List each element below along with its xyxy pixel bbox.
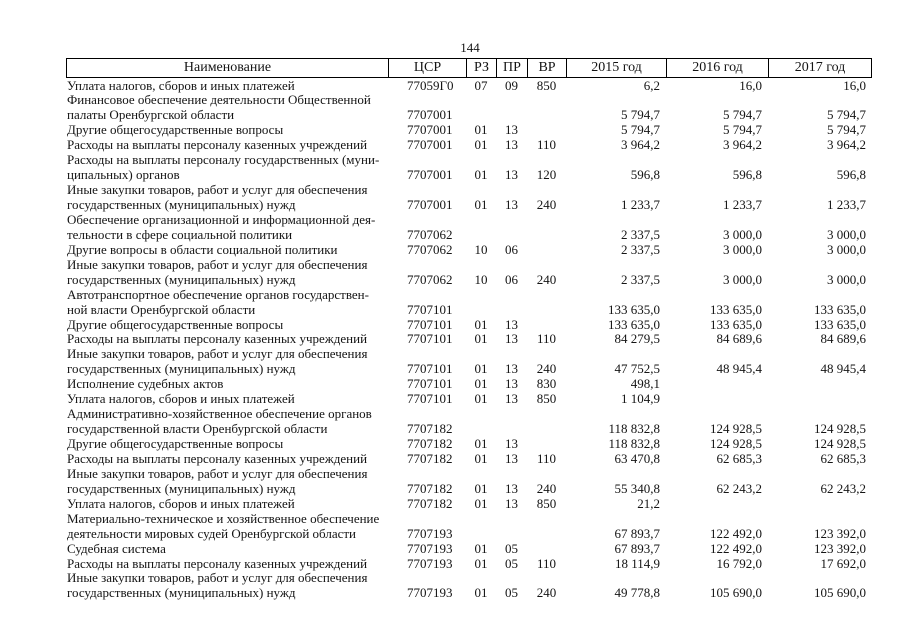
header-name: Наименование — [66, 58, 388, 78]
amount-2015-cell: 1 104,9 — [621, 391, 660, 407]
item-name-cell — [66, 392, 388, 407]
item-name-line: Иные закупки товаров, работ и услуг для обеспечения — [67, 256, 368, 272]
amount-2015-cell: 21,2 — [637, 495, 660, 511]
item-name-cell — [66, 243, 388, 258]
amount-2015-cell: 6,2 — [643, 77, 660, 93]
amount-2017-cell: 105 690,0 — [814, 585, 866, 601]
amount-2016-cell: 5 794,7 — [723, 107, 762, 123]
expense-type-code-cell: 110 — [536, 137, 557, 153]
amount-2015-cell: 18 114,9 — [614, 555, 660, 571]
section-code-cell — [466, 527, 496, 542]
header-2016: 2016 год — [666, 58, 768, 78]
item-name-line: Иные закупки товаров, работ и услуг для обеспечения — [67, 465, 368, 481]
csr-code-cell: 7707193 — [407, 585, 453, 601]
expense-type-code-cell: 850 — [536, 495, 557, 511]
item-name-cell — [66, 467, 388, 497]
subsection-code-cell: 05 — [505, 555, 518, 571]
amount-2015-cell: 84 279,5 — [614, 331, 660, 347]
amount-2015-cell: 67 893,7 — [614, 540, 660, 556]
item-name-line: Другие общегосударственные вопросы — [67, 436, 284, 451]
csr-code-cell: 7707062 — [407, 241, 453, 257]
item-name-line: палаты Оренбургской области — [67, 107, 235, 123]
amount-2017-cell: 133 635,0 — [814, 301, 866, 317]
amount-2017-cell — [768, 377, 872, 392]
item-name-cell — [66, 512, 388, 542]
csr-code-cell: 7707101 — [407, 331, 453, 347]
section-code-cell: 01 — [474, 331, 488, 347]
csr-code-cell: 7707062 — [407, 226, 453, 242]
amount-2016-cell — [666, 392, 768, 407]
table-row — [66, 153, 872, 183]
subsection-code-cell: 13 — [505, 167, 518, 183]
header-rz: РЗ — [466, 58, 496, 78]
section-code-cell: 01 — [474, 197, 488, 212]
item-name-line: Исполнение судебных актов — [67, 376, 224, 392]
section-code-cell: 01 — [474, 122, 488, 138]
expense-type-code-cell — [527, 437, 566, 452]
item-name-cell — [66, 332, 388, 347]
amount-2015-cell: 133 635,0 — [608, 301, 660, 317]
item-name-cell — [66, 571, 388, 601]
item-name-line: деятельности мировых судей Оренбургской области — [67, 525, 357, 541]
table-row — [66, 288, 872, 318]
item-name-line: Судебная система — [67, 540, 166, 556]
subsection-code-cell: 13 — [505, 137, 518, 153]
expense-type-code-cell — [527, 123, 566, 138]
subsection-code-cell: 13 — [505, 361, 518, 377]
table-row — [66, 243, 872, 258]
item-name-line: государственных (муниципальных) нужд — [67, 480, 296, 496]
item-name-line: ной власти Оренбургской области — [67, 301, 256, 317]
amount-2017-cell: 3 964,2 — [827, 137, 866, 153]
item-name-cell — [66, 258, 388, 288]
table-row — [66, 318, 872, 333]
amount-2017-cell: 596,8 — [836, 167, 866, 183]
csr-code-cell: 7707182 — [407, 421, 453, 437]
csr-code-cell: 7707193 — [407, 555, 453, 571]
csr-code-cell: 7707101 — [407, 391, 453, 407]
amount-2015-cell: 596,8 — [630, 167, 660, 183]
item-name-line: Иные закупки товаров, работ и услуг для обеспечения — [67, 570, 368, 586]
amount-2015-cell: 118 832,8 — [608, 436, 660, 451]
amount-2016-cell: 133 635,0 — [710, 301, 762, 317]
amount-2017-cell: 84 689,6 — [820, 331, 866, 347]
item-name-line: Административно-хозяйственное обеспечение органов — [67, 406, 372, 422]
section-code-cell: 01 — [474, 391, 488, 407]
header-2017: 2017 год — [768, 58, 872, 78]
item-name-cell — [66, 542, 388, 557]
expense-type-code-cell: 110 — [536, 450, 557, 466]
table-row — [66, 407, 872, 437]
section-code-cell: 01 — [474, 555, 488, 571]
amount-2015-cell: 55 340,8 — [614, 480, 660, 496]
amount-2017-cell: 62 243,2 — [820, 480, 866, 496]
csr-code-cell: 7707062 — [407, 271, 453, 287]
item-name-line: Иные закупки товаров, работ и услуг для обеспечения — [67, 182, 368, 198]
amount-2016-cell: 62 685,3 — [716, 450, 762, 466]
amount-2015-cell: 67 893,7 — [614, 525, 660, 541]
amount-2016-cell: 122 492,0 — [710, 540, 762, 556]
item-name-cell — [66, 79, 388, 94]
amount-2016-cell: 133 635,0 — [710, 316, 762, 332]
amount-2016-cell: 5 794,7 — [723, 122, 762, 138]
subsection-code-cell: 13 — [505, 391, 518, 407]
expense-type-code-cell: 240 — [536, 197, 557, 212]
amount-2016-cell: 16 792,0 — [716, 555, 762, 571]
amount-2016-cell: 62 243,2 — [716, 480, 762, 496]
item-name-line: Другие общегосударственные вопросы — [67, 122, 284, 138]
section-code-cell: 01 — [474, 436, 488, 451]
section-code-cell: 01 — [474, 585, 488, 601]
expense-type-code-cell: 850 — [536, 77, 557, 93]
section-code-cell: 01 — [474, 540, 488, 556]
item-name-cell — [66, 138, 388, 153]
table-row — [66, 183, 872, 213]
expense-type-code-cell: 240 — [536, 585, 557, 601]
subsection-code-cell: 13 — [505, 197, 518, 212]
expense-type-code-cell: 850 — [536, 391, 557, 407]
csr-code-cell: 7707101 — [407, 316, 453, 332]
subsection-code-cell: 09 — [505, 77, 518, 93]
expense-type-code-cell: 240 — [536, 480, 557, 496]
item-name-line: государственных (муниципальных) нужд — [67, 197, 296, 212]
section-code-cell — [466, 303, 496, 318]
csr-code-cell: 7707001 — [407, 122, 453, 138]
table-row — [66, 93, 872, 123]
item-name-line: Обеспечение организационной и информационной дея- — [67, 211, 376, 227]
amount-2016-cell: 124 928,5 — [710, 436, 762, 451]
amount-2015-cell: 49 778,8 — [614, 585, 660, 601]
amount-2015-cell: 133 635,0 — [608, 316, 660, 332]
amount-2017-cell: 123 392,0 — [814, 525, 866, 541]
amount-2015-cell: 1 233,7 — [621, 197, 660, 212]
csr-code-cell: 7707193 — [407, 540, 453, 556]
table-row — [66, 347, 872, 377]
csr-code-cell: 7707182 — [407, 436, 453, 451]
item-name-line: государственных (муниципальных) нужд — [67, 271, 296, 287]
item-name-line: Уплата налогов, сборов и иных платежей — [67, 77, 295, 93]
csr-code-cell: 7707101 — [407, 361, 453, 377]
amount-2017-cell: 48 945,4 — [820, 361, 866, 377]
table-row — [66, 213, 872, 243]
amount-2017-cell: 1 233,7 — [827, 197, 866, 212]
item-name-cell — [66, 377, 388, 392]
expense-type-code-cell — [527, 243, 566, 258]
table-row — [66, 542, 872, 557]
subsection-code-cell: 05 — [505, 585, 518, 601]
csr-code-cell: 7707182 — [407, 450, 453, 466]
subsection-code-cell: 06 — [505, 271, 518, 287]
subsection-code-cell: 13 — [505, 376, 518, 392]
csr-code-cell: 7707001 — [407, 137, 453, 153]
item-name-line: Расходы на выплаты персоналу казенных учреждений — [67, 331, 368, 347]
csr-code-cell: 7707101 — [407, 301, 453, 317]
amount-2016-cell: 105 690,0 — [710, 585, 762, 601]
table-row — [66, 392, 872, 407]
amount-2016-cell — [666, 377, 768, 392]
amount-2016-cell: 16,0 — [739, 77, 762, 93]
item-name-line: Расходы на выплаты персоналу казенных учреждений — [67, 555, 368, 571]
csr-code-cell: 7707001 — [407, 107, 453, 123]
section-code-cell: 01 — [474, 167, 488, 183]
csr-code-cell: 7707101 — [407, 376, 453, 392]
item-name-cell — [66, 123, 388, 138]
subsection-code-cell: 13 — [505, 331, 518, 347]
amount-2017-cell: 17 692,0 — [820, 555, 866, 571]
expense-type-code-cell — [527, 542, 566, 557]
item-name-cell — [66, 318, 388, 333]
item-name-line: Расходы на выплаты персоналу казенных учреждений — [67, 137, 368, 153]
amount-2016-cell: 596,8 — [732, 167, 762, 183]
table-row — [66, 332, 872, 347]
page-number: 144 — [460, 40, 480, 55]
expense-type-code-cell — [527, 318, 566, 333]
item-name-cell — [66, 347, 388, 377]
section-code-cell: 10 — [474, 241, 488, 257]
amount-2015-cell: 5 794,7 — [621, 122, 660, 138]
amount-2017-cell — [768, 497, 872, 512]
expense-type-code-cell: 110 — [536, 331, 557, 347]
expense-type-code-cell — [527, 422, 566, 437]
section-code-cell: 01 — [474, 316, 488, 332]
amount-2016-cell: 124 928,5 — [710, 421, 762, 437]
header-2015: 2015 год — [566, 58, 666, 78]
item-name-line: государственной власти Оренбургской области — [67, 421, 328, 437]
item-name-line: Расходы на выплаты персоналу государственных (муни- — [67, 152, 380, 168]
item-name-line: Другие вопросы в области социальной политики — [67, 241, 338, 257]
expense-type-code-cell: 240 — [536, 271, 557, 287]
amount-2016-cell: 3 000,0 — [723, 241, 762, 257]
item-name-cell — [66, 183, 388, 213]
csr-code-cell: 77059Г0 — [407, 77, 454, 93]
item-name-cell — [66, 288, 388, 318]
item-name-line: Иные закупки товаров, работ и услуг для обеспечения — [67, 346, 368, 362]
table-row — [66, 512, 872, 542]
section-code-cell: 07 — [474, 77, 488, 93]
expense-type-code-cell — [527, 228, 566, 243]
section-code-cell — [466, 108, 496, 123]
item-name-line: Финансовое обеспечение деятельности Общественной — [67, 92, 371, 108]
amount-2015-cell: 118 832,8 — [608, 421, 660, 437]
amount-2017-cell: 3 000,0 — [827, 241, 866, 257]
amount-2015-cell: 47 752,5 — [614, 361, 660, 377]
section-code-cell: 01 — [474, 480, 488, 496]
expense-type-code-cell: 240 — [536, 361, 557, 377]
item-name-line: государственных (муниципальных) нужд — [67, 585, 296, 601]
csr-code-cell: 7707193 — [407, 525, 453, 541]
item-name-cell — [66, 497, 388, 512]
subsection-code-cell — [496, 422, 527, 437]
amount-2017-cell: 133 635,0 — [814, 316, 866, 332]
section-code-cell: 01 — [474, 495, 488, 511]
item-name-line: тельности в сфере социальной политики — [67, 226, 293, 242]
item-name-cell — [66, 437, 388, 452]
table-row — [66, 467, 872, 497]
amount-2016-cell: 3 000,0 — [723, 226, 762, 242]
table-row — [66, 123, 872, 138]
amount-2016-cell: 122 492,0 — [710, 525, 762, 541]
item-name-line: Другие общегосударственные вопросы — [67, 316, 284, 332]
item-name-cell — [66, 557, 388, 572]
item-name-line: ципальных) органов — [67, 167, 180, 183]
item-name-line: Расходы на выплаты персоналу казенных учреждений — [67, 450, 368, 466]
table-row — [66, 79, 872, 94]
amount-2015-cell: 63 470,8 — [614, 450, 660, 466]
item-name-cell — [66, 93, 388, 123]
section-code-cell: 01 — [474, 376, 488, 392]
subsection-code-cell: 13 — [505, 495, 518, 511]
expense-type-code-cell: 120 — [536, 167, 557, 183]
subsection-code-cell: 13 — [505, 122, 518, 138]
item-name-line: государственных (муниципальных) нужд — [67, 361, 296, 377]
subsection-code-cell: 05 — [505, 540, 518, 556]
item-name-line: Автотранспортное обеспечение органов государствен- — [67, 286, 369, 302]
amount-2016-cell — [666, 497, 768, 512]
item-name-cell — [66, 407, 388, 437]
item-name-line: Уплата налогов, сборов и иных платежей — [67, 495, 295, 511]
table-row — [66, 557, 872, 572]
subsection-code-cell — [496, 108, 527, 123]
amount-2017-cell: 123 392,0 — [814, 540, 866, 556]
amount-2017-cell: 3 000,0 — [827, 271, 866, 287]
expense-type-code-cell — [527, 108, 566, 123]
subsection-code-cell — [496, 303, 527, 318]
item-name-cell — [66, 153, 388, 183]
csr-code-cell: 7707001 — [407, 167, 453, 183]
header-csr: ЦСР — [388, 58, 466, 78]
table-row — [66, 138, 872, 153]
amount-2016-cell: 84 689,6 — [716, 331, 762, 347]
table-header — [66, 58, 872, 78]
amount-2015-cell: 2 337,5 — [621, 271, 660, 287]
amount-2017-cell: 5 794,7 — [827, 107, 866, 123]
table-row — [66, 258, 872, 288]
amount-2015-cell: 498,1 — [630, 376, 660, 392]
table-row — [66, 377, 872, 392]
table-row — [66, 571, 872, 601]
csr-code-cell: 7707182 — [407, 495, 453, 511]
expense-type-code-cell: 110 — [536, 555, 557, 571]
amount-2017-cell: 62 685,3 — [820, 450, 866, 466]
header-pr: ПР — [496, 58, 527, 78]
amount-2017-cell: 3 000,0 — [827, 226, 866, 242]
subsection-code-cell: 13 — [505, 480, 518, 496]
header-vr: ВР — [527, 58, 566, 78]
expense-type-code-cell: 830 — [536, 376, 557, 392]
amount-2016-cell: 48 945,4 — [716, 361, 762, 377]
subsection-code-cell — [496, 228, 527, 243]
amount-2016-cell: 1 233,7 — [723, 197, 762, 212]
section-code-cell — [466, 422, 496, 437]
subsection-code-cell: 06 — [505, 241, 518, 257]
subsection-code-cell: 13 — [505, 450, 518, 466]
item-name-cell — [66, 452, 388, 467]
amount-2016-cell: 3 000,0 — [723, 271, 762, 287]
amount-2015-cell: 5 794,7 — [621, 107, 660, 123]
section-code-cell: 10 — [474, 271, 488, 287]
subsection-code-cell: 13 — [505, 316, 518, 332]
amount-2017-cell: 5 794,7 — [827, 122, 866, 138]
subsection-code-cell — [496, 527, 527, 542]
amount-2015-cell: 3 964,2 — [621, 137, 660, 153]
table-row — [66, 437, 872, 452]
item-name-cell — [66, 213, 388, 243]
csr-code-cell: 7707182 — [407, 480, 453, 496]
expense-type-code-cell — [527, 303, 566, 318]
csr-code-cell: 7707001 — [407, 197, 453, 212]
item-name-line: Уплата налогов, сборов и иных платежей — [67, 391, 295, 407]
subsection-code-cell: 13 — [505, 436, 518, 451]
section-code-cell: 01 — [474, 450, 488, 466]
section-code-cell: 01 — [474, 137, 488, 153]
section-code-cell: 01 — [474, 361, 488, 377]
amount-2017-cell: 124 928,5 — [814, 436, 866, 451]
table-body — [66, 79, 872, 602]
table-row — [66, 497, 872, 512]
amount-2017-cell — [768, 392, 872, 407]
amount-2015-cell: 2 337,5 — [621, 241, 660, 257]
section-code-cell — [466, 228, 496, 243]
table-row — [66, 452, 872, 467]
expense-type-code-cell — [527, 527, 566, 542]
amount-2017-cell: 16,0 — [843, 77, 866, 93]
amount-2015-cell: 2 337,5 — [621, 226, 660, 242]
amount-2017-cell: 124 928,5 — [814, 421, 866, 437]
item-name-line: Материально-техническое и хозяйственное обеспечение — [67, 510, 380, 526]
amount-2016-cell: 3 964,2 — [723, 137, 762, 153]
